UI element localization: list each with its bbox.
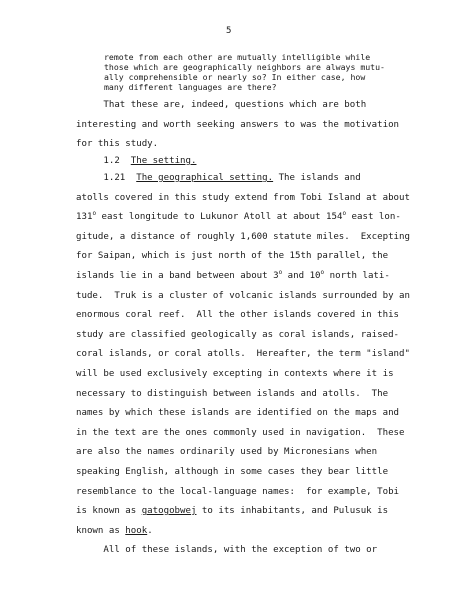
text-line: atolls covered in this study extend from Tobi Island at about xyxy=(76,192,410,203)
text-line: resemblance to the local-language names: for example, Tobi xyxy=(76,486,400,497)
text-line: enormous coral reef. All the other islands covered in this xyxy=(76,310,400,321)
quote-line: those which are geographically neighbors are always mutu- xyxy=(104,62,385,72)
native-name-tobi: gatogobwej xyxy=(141,506,197,517)
text-line: in the text are the ones commonly used in navigation. These xyxy=(76,427,405,438)
text-line: study are classified geologically as coral islands, raised- xyxy=(76,329,400,340)
text-line: speaking English, although in some cases they bear little xyxy=(76,466,389,477)
text-line: is known as gatogobwej to its inhabitants, and Pulusuk is xyxy=(76,506,389,517)
text-line: gitude, a distance of roughly 1,600 statute miles. Excepting xyxy=(76,231,410,242)
paragraph-motivation xyxy=(76,96,446,155)
text-line: for Saipan, which is just north of the 15th parallel, the xyxy=(76,251,389,262)
section-title: The geographical setting. xyxy=(136,173,274,183)
text-line: for this study. xyxy=(76,139,159,150)
paragraph-geographical-setting xyxy=(76,169,446,561)
text-line: known as hook. xyxy=(76,525,153,536)
section-number: 1.2 xyxy=(103,156,120,166)
text-line: interesting and worth seeking answers to was the motivation xyxy=(76,119,400,130)
section-number: 1.21 xyxy=(103,173,126,183)
text-line: necessary to distinguish between islands and atolls. The xyxy=(76,388,389,399)
text-line: islands lie in a band between about 3$^o$ and 10$^o$ north lati- xyxy=(76,268,390,281)
page-number: 5 xyxy=(226,26,232,36)
text-line: 131$^o$ east longitude to Lukunor Atoll at about 154$^o$ east lon- xyxy=(76,210,401,223)
text-line: are also the names ordinarily used by Micronesians when xyxy=(76,447,378,458)
text-line: That these are, indeed, questions which are both xyxy=(76,100,367,110)
quote-line: remote from each other are mutually intelligible while xyxy=(104,52,371,62)
text-line: will be used exclusively excepting in contexts where it is xyxy=(76,368,394,379)
block-quote xyxy=(104,52,434,92)
text-line: tude. Truk is a cluster of volcanic islands surrounded by an xyxy=(76,290,410,301)
section-title: The setting. xyxy=(130,156,197,166)
text-fragment: The islands and xyxy=(273,173,361,183)
quote-line: ally comprehensible or nearly so? In either case, how xyxy=(104,72,366,82)
text-line: names by which these islands are identified on the maps and xyxy=(76,408,400,419)
quote-line: many different languages are there? xyxy=(104,82,277,92)
text-line: coral islands, or coral atolls. Hereafter, the term "island" xyxy=(76,349,410,360)
text-line: All of these islands, with the exception of two or xyxy=(76,545,378,556)
native-name-pulusuk: hook xyxy=(125,525,148,536)
